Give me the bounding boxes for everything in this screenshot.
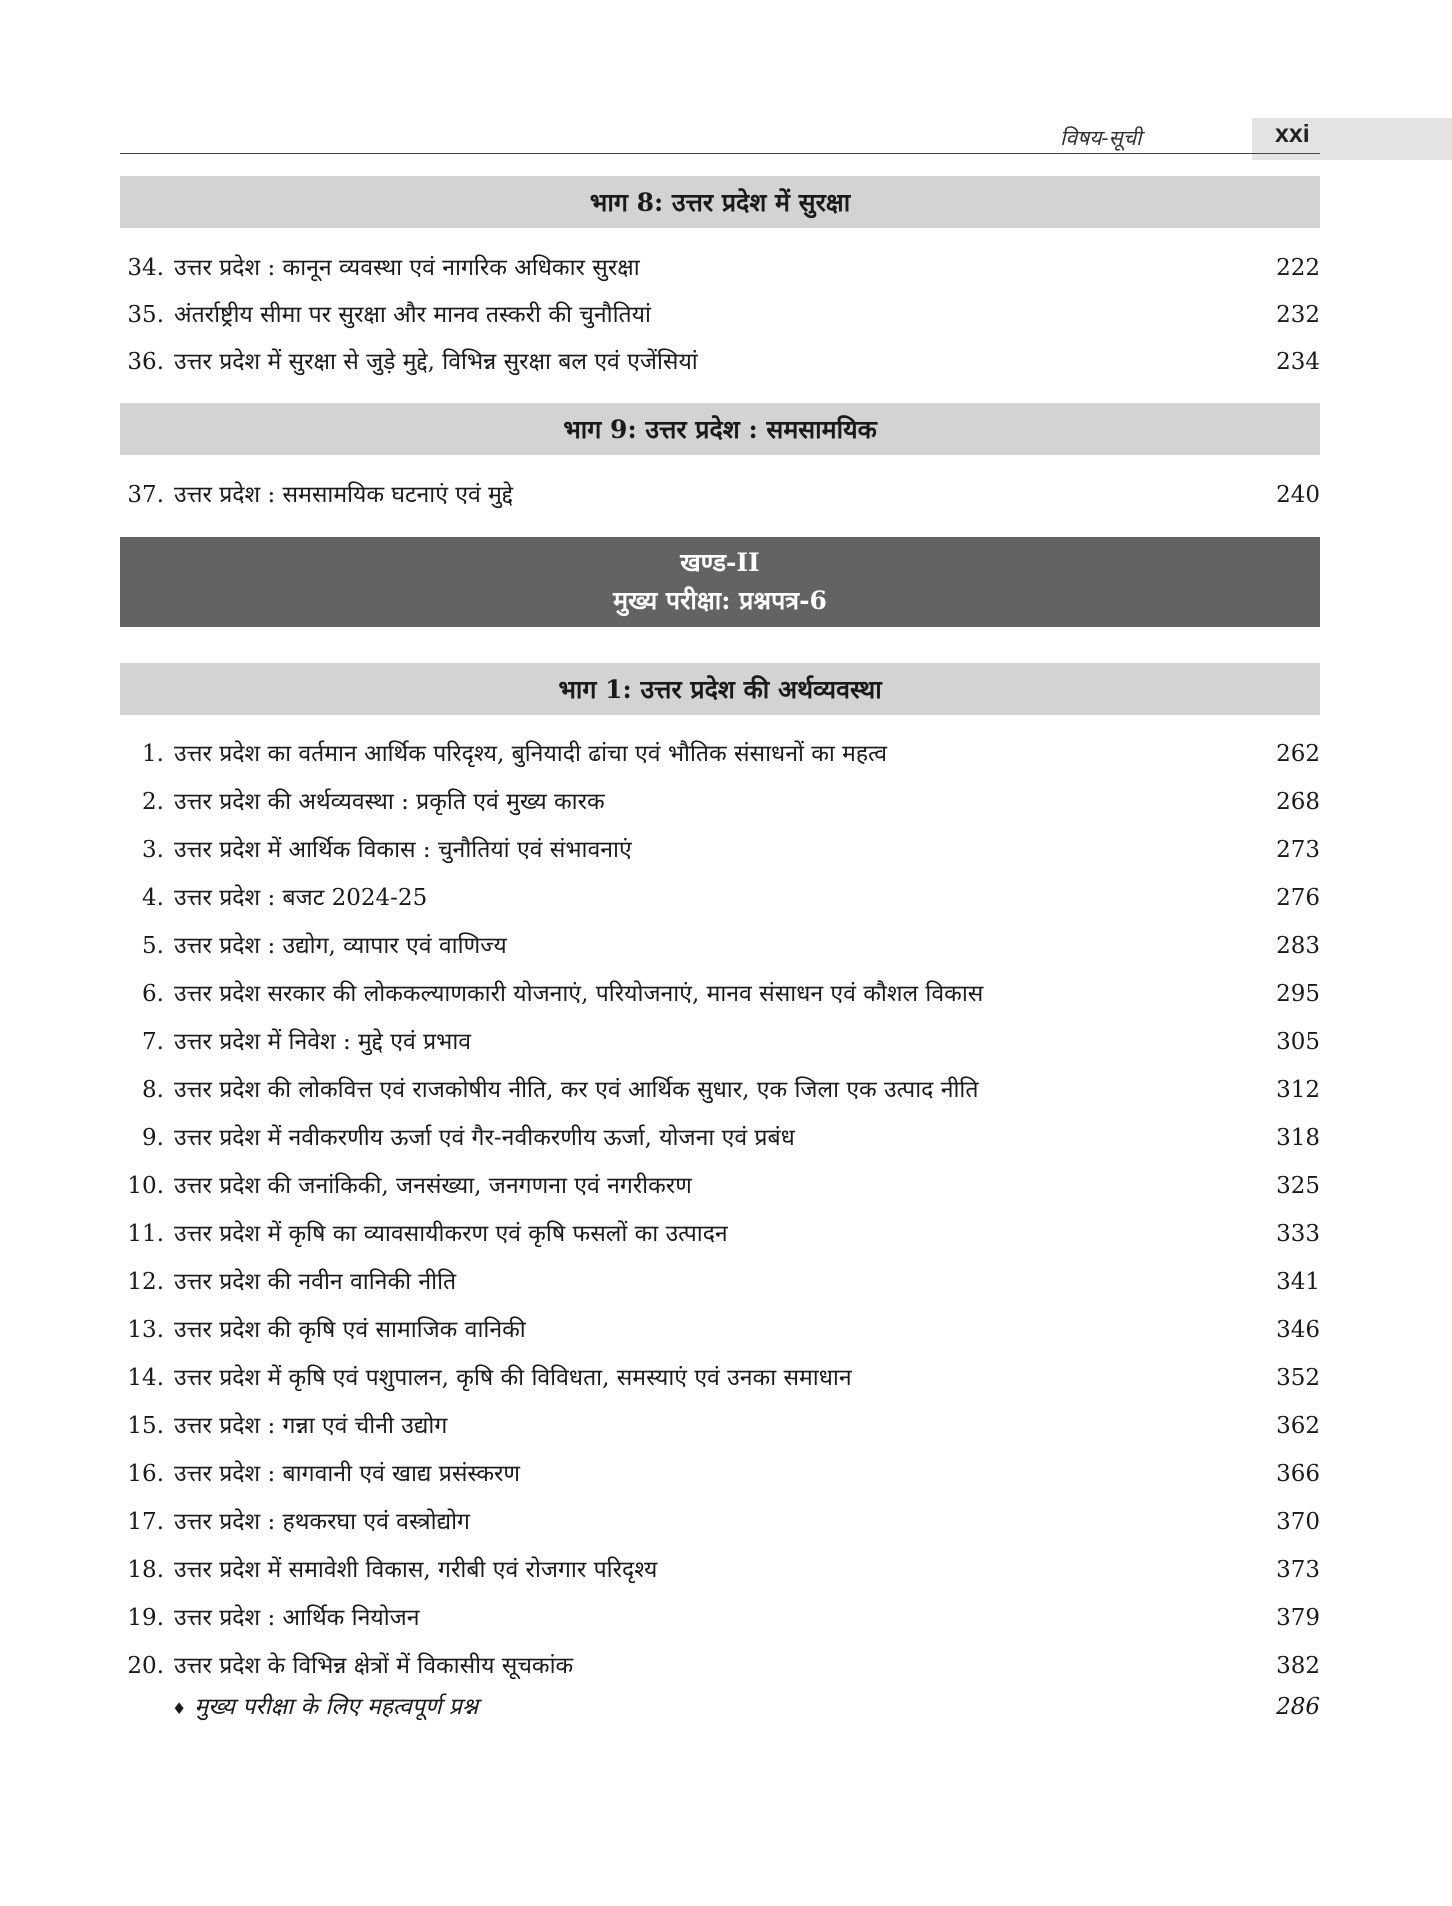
entry-number: 3. [142,837,164,863]
entry-number: 15. [127,1413,164,1439]
toc-entry[interactable] [120,832,1320,868]
entry-number: 6. [142,981,164,1007]
entry-page: 283 [1276,933,1320,959]
toc-entry[interactable] [120,1072,1320,1108]
entry-page: 366 [1276,1461,1320,1487]
toc-entry[interactable] [120,1600,1320,1636]
entry-number: 11. [127,1221,164,1247]
entry-title: उत्तर प्रदेश की लोकवित्त एवं राजकोषीय नीति, कर एवं आर्थिक सुधार, एक जिला एक उत्पाद नीति [174,1077,979,1103]
toc-entry[interactable] [120,880,1320,916]
entry-number: 13. [127,1317,164,1343]
toc-entry[interactable] [120,736,1320,772]
page-number: xxi [1275,120,1310,148]
toc-entry[interactable] [120,1264,1320,1300]
entry-number: 36. [127,349,164,375]
entry-number: 5. [142,933,164,959]
entry-title: उत्तर प्रदेश में समावेशी विकास, गरीबी एवं रोजगार परिदृश्य [174,1557,658,1583]
running-title: विषय-सूची [1060,126,1142,150]
header-rule [120,153,1320,154]
entry-number: 34. [127,255,164,281]
entry-title: उत्तर प्रदेश : गन्ना एवं चीनी उद्योग [174,1413,448,1439]
diamond-bullet-icon: ♦ [172,1699,187,1718]
entry-page: 232 [1276,302,1320,328]
entry-title: उत्तर प्रदेश : आर्थिक नियोजन [174,1605,420,1631]
toc-entry[interactable] [120,1504,1320,1540]
entry-title: उत्तर प्रदेश सरकार की लोककल्याणकारी योजनाएं, परियोजनाएं, मानव संसाधन एवं कौशल विकास [174,981,984,1007]
entry-number: 17. [127,1509,164,1535]
toc-entry[interactable] [120,1456,1320,1492]
toc-entry[interactable] [120,928,1320,964]
important-questions-entry[interactable] [172,1689,1320,1725]
entry-title: उत्तर प्रदेश की कृषि एवं सामाजिक वानिकी [174,1317,526,1343]
entry-title: उत्तर प्रदेश में नवीकरणीय ऊर्जा एवं गैर-नवीकरणीय ऊर्जा, योजना एवं प्रबंध [174,1125,795,1151]
entry-page: 333 [1276,1221,1320,1247]
entry-number: 20. [127,1653,164,1679]
note-page: 286 [1276,1694,1320,1720]
entry-page: 276 [1276,885,1320,911]
part-9-heading: भाग 9: उत्तर प्रदेश : समसामयिक [120,403,1320,455]
toc-entry[interactable] [120,344,1320,380]
toc-entry[interactable] [120,1408,1320,1444]
toc-entry[interactable] [120,784,1320,820]
entry-page: 295 [1276,981,1320,1007]
entry-page: 312 [1276,1077,1320,1103]
entry-page: 318 [1276,1125,1320,1151]
entry-title: उत्तर प्रदेश : कानून व्यवस्था एवं नागरिक अधिकार सुरक्षा [174,255,640,281]
entry-page: 379 [1276,1605,1320,1631]
toc-entry[interactable] [120,1120,1320,1156]
entry-page: 370 [1276,1509,1320,1535]
part-8-heading: भाग 8: उत्तर प्रदेश में सुरक्षा [120,176,1320,228]
entry-number: 12. [127,1269,164,1295]
entry-page: 222 [1276,255,1320,281]
toc-entry[interactable] [120,1648,1320,1684]
toc-entry[interactable] [120,1024,1320,1060]
entry-page: 268 [1276,789,1320,815]
entry-page: 341 [1276,1269,1320,1295]
toc-entry[interactable] [120,1312,1320,1348]
entry-number: 4. [142,885,164,911]
entry-title: उत्तर प्रदेश में कृषि का व्यावसायीकरण एवं कृषि फसलों का उत्पादन [174,1221,728,1247]
entry-number: 1. [142,741,164,767]
entry-title: उत्तर प्रदेश : बजट 2024-25 [174,885,428,911]
entry-title: उत्तर प्रदेश : समसामयिक घटनाएं एवं मुद्दे [174,482,514,508]
toc-entry[interactable] [120,976,1320,1012]
entry-number: 18. [127,1557,164,1583]
entry-number: 16. [127,1461,164,1487]
entry-number: 10. [127,1173,164,1199]
entry-number: 35. [127,302,164,328]
entry-page: 240 [1276,482,1320,508]
entry-page: 234 [1276,349,1320,375]
entry-page: 352 [1276,1365,1320,1391]
entry-title: उत्तर प्रदेश में सुरक्षा से जुड़े मुद्दे, विभिन्न सुरक्षा बल एवं एजेंसियां [174,349,698,375]
toc-entry[interactable] [120,477,1320,513]
entry-page: 262 [1276,741,1320,767]
entry-title: उत्तर प्रदेश का वर्तमान आर्थिक परिदृश्य, बुनियादी ढांचा एवं भौतिक संसाधनों का महत्व [174,741,888,767]
entry-number: 2. [142,789,164,815]
entry-title: उत्तर प्रदेश : उद्योग, व्यापार एवं वाणिज्य [174,933,507,959]
entry-title: उत्तर प्रदेश : हथकरघा एवं वस्त्रोद्योग [174,1509,470,1535]
toc-entry[interactable] [120,250,1320,286]
entry-title: उत्तर प्रदेश में निवेश : मुद्दे एवं प्रभाव [174,1029,472,1055]
entry-title: उत्तर प्रदेश : बागवानी एवं खाद्य प्रसंस्करण [174,1461,521,1487]
note-title: मुख्य परीक्षा के लिए महत्वपूर्ण प्रश्न [194,1694,479,1720]
entry-title: उत्तर प्रदेश के विभिन्न क्षेत्रों में विकासीय सूचकांक [174,1653,574,1679]
entry-number: 9. [142,1125,164,1151]
entry-number: 14. [127,1365,164,1391]
toc-entry[interactable] [120,1552,1320,1588]
entry-number: 7. [142,1029,164,1055]
section-subtitle: मुख्य परीक्षा: प्रश्नपत्र-6 [613,586,827,615]
entry-page: 273 [1276,837,1320,863]
entry-page: 305 [1276,1029,1320,1055]
entry-page: 362 [1276,1413,1320,1439]
entry-title: उत्तर प्रदेश में कृषि एवं पशुपालन, कृषि की विविधता, समस्याएं एवं उनका समाधान [174,1365,852,1391]
entry-page: 373 [1276,1557,1320,1583]
toc-entry[interactable] [120,1168,1320,1204]
entry-page: 382 [1276,1653,1320,1679]
entry-title: उत्तर प्रदेश की जनांकिकी, जनसंख्या, जनगणना एवं नगरीकरण [174,1173,692,1199]
part-1-heading: भाग 1: उत्तर प्रदेश की अर्थव्यवस्था [120,663,1320,715]
section-title: खण्ड-II [680,548,760,577]
entry-number: 19. [127,1605,164,1631]
toc-entry[interactable] [120,297,1320,333]
entry-page: 346 [1276,1317,1320,1343]
entry-number: 37. [127,482,164,508]
section-heading [120,537,1320,627]
entry-number: 8. [142,1077,164,1103]
entry-title: उत्तर प्रदेश की अर्थव्यवस्था : प्रकृति एवं मुख्य कारक [174,789,605,815]
toc-entry[interactable] [120,1216,1320,1252]
entry-title: अंतर्राष्ट्रीय सीमा पर सुरक्षा और मानव तस्करी की चुनौतियां [174,302,651,328]
entry-title: उत्तर प्रदेश की नवीन वानिकी नीति [174,1269,457,1295]
toc-entry[interactable] [120,1360,1320,1396]
entry-title: उत्तर प्रदेश में आर्थिक विकास : चुनौतियां एवं संभावनाएं [174,837,632,863]
entry-page: 325 [1276,1173,1320,1199]
